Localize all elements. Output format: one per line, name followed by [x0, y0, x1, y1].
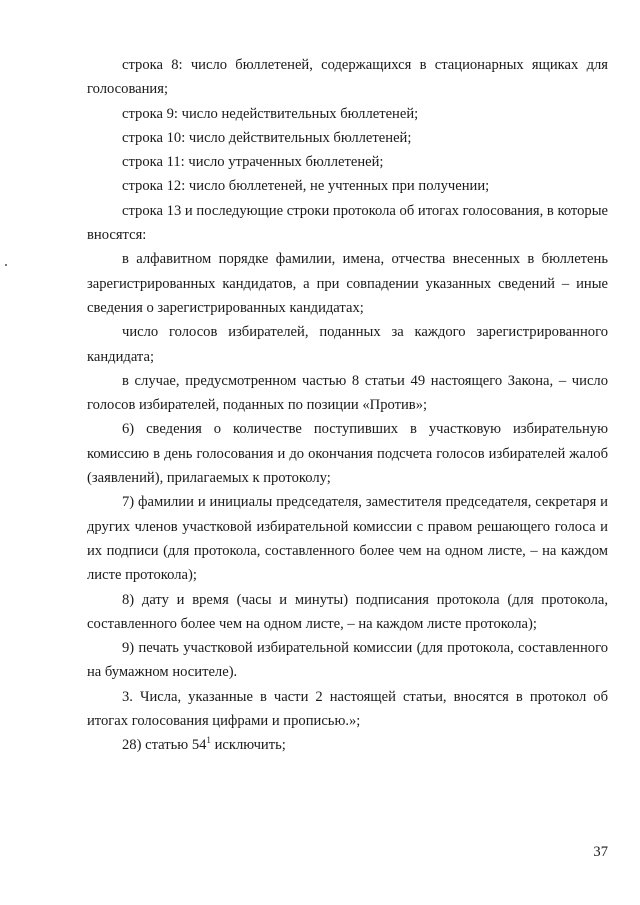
paragraph-item-6: 6) сведения о количестве поступивших в участковую избирательную комиссию в день голосования и до окончания подсчета голосов избирателей жалоб (заявлений), прилагаемых к протоколу;	[87, 421, 608, 487]
paragraph-votes-per-candidate: число голосов избирателей, поданных за каждого зарегистрированного кандидата;	[87, 324, 608, 365]
body-text	[87, 53, 608, 758]
paragraph-item-8: 8) дату и время (часы и минуты) подписания протокола (для протокола, составленного более чем на одном листе, – на каждом листе протокола);	[87, 591, 608, 632]
paragraph-line-8: строка 8: число бюллетеней, содержащихся в стационарных ящиках для голосования;	[87, 57, 608, 98]
item-28-superscript: 1	[206, 735, 211, 746]
paragraph-item-28	[87, 733, 608, 757]
paragraph-line-11: строка 11: число утраченных бюллетеней;	[122, 154, 384, 171]
paragraph-part-3: 3. Числа, указанные в части 2 настоящей статьи, вносятся в протокол об итогах голосования цифрами и прописью.»;	[87, 688, 608, 730]
paragraph-line-9: строка 9: число недействительных бюллетеней;	[122, 105, 419, 122]
item-28-text: 28) статью 54	[122, 737, 207, 754]
paragraph-line-13: строка 13 и последующие строки протокола об итогах голосования, в которые вносятся:	[87, 202, 608, 244]
paragraph-line-10: строка 10: число действительных бюллетеней;	[122, 129, 412, 146]
paragraph-candidates-names: в алфавитном порядке фамилии, имена, отчества внесенных в бюллетень зарегистрированных кандидатов, а при совпадении указанных сведений – иные сведения о зарегистрированных кандидатах;	[87, 251, 608, 316]
paragraph-item-7: 7) фамилии и инициалы председателя, заместителя председателя, секретаря и других членов участковой избирательной комиссии с правом решающего голоса и их подписи (для протокола, составленного более чем на одном листе, – на каждом листе протокола);	[87, 494, 608, 584]
margin-mark	[5, 264, 7, 266]
page-number: 37	[593, 844, 608, 860]
paragraph-votes-against: в случае, предусмотренном частью 8 статьи 49 настоящего Закона, – число голосов избирателей, поданных по позиции «Против»;	[87, 372, 608, 414]
paragraph-item-9: 9) печать участковой избирательной комиссии (для протокола, составленного на бумажном носителе).	[87, 640, 608, 681]
paragraph-line-12: строка 12: число бюллетеней, не учтенных при получении;	[122, 178, 490, 195]
item-28-text-end: исключить;	[210, 737, 286, 754]
